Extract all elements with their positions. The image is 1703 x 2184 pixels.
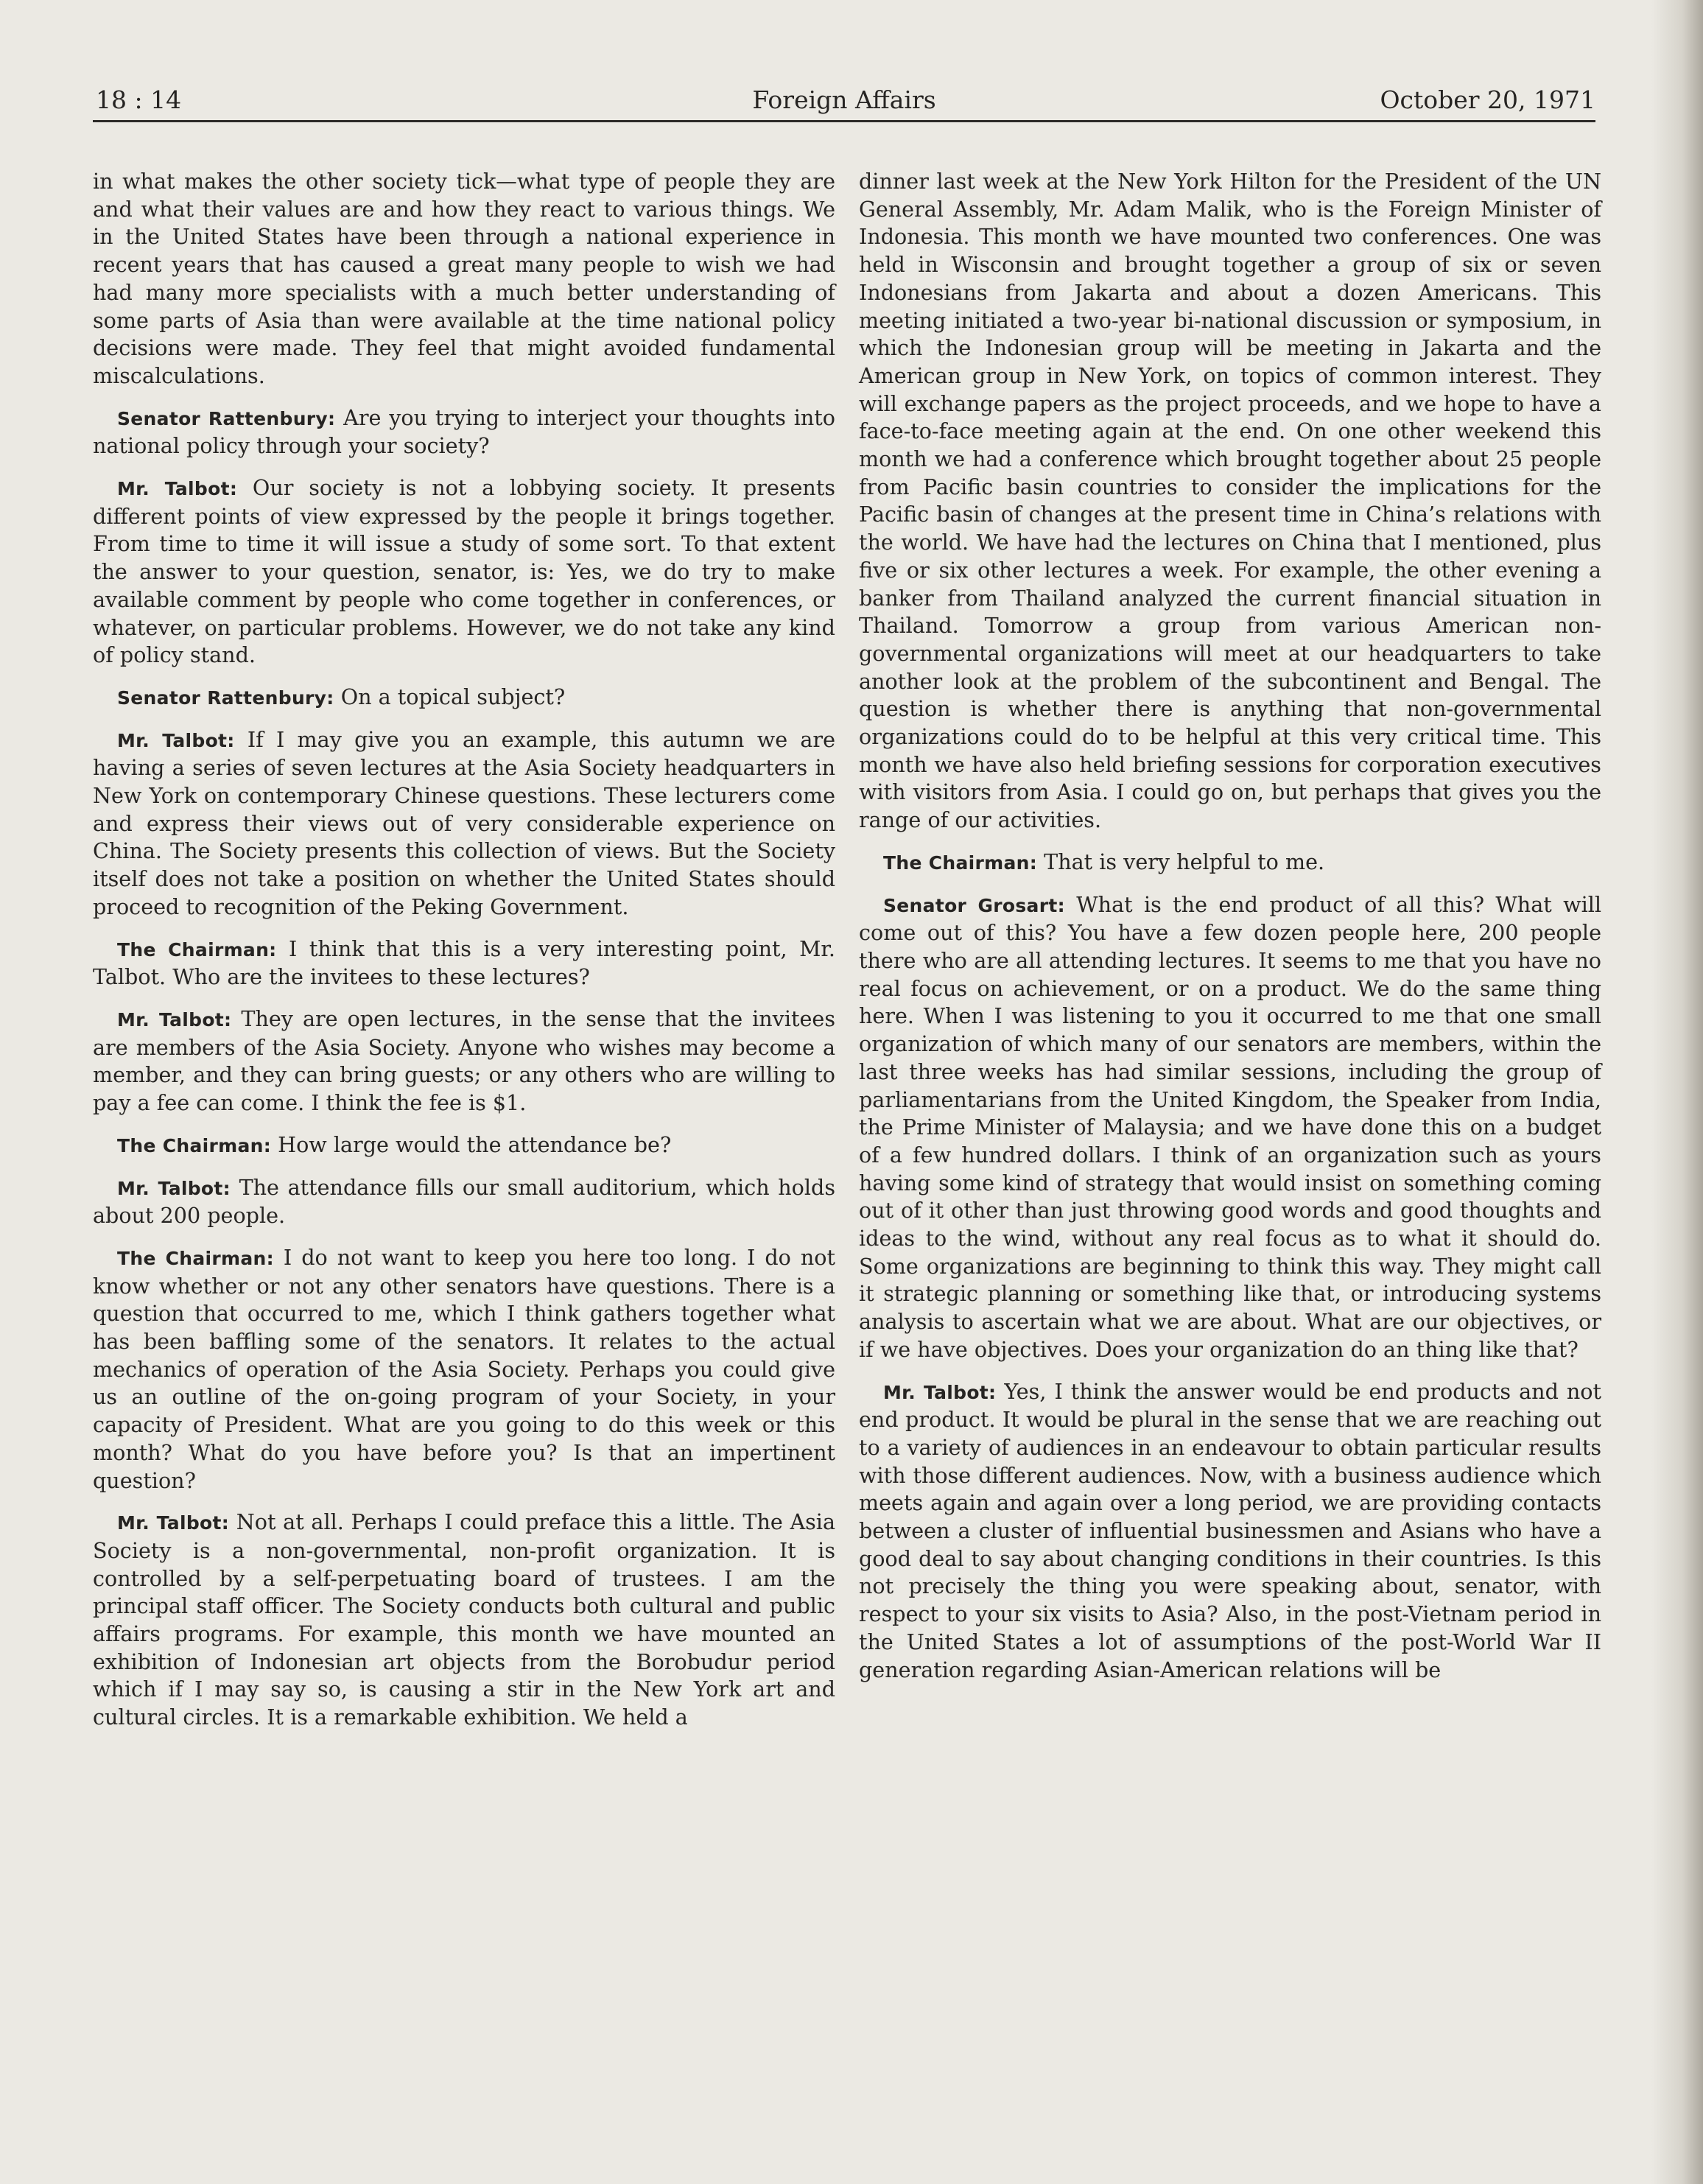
paragraph (93, 1131, 835, 1160)
paragraph (859, 849, 1601, 877)
paragraph (93, 684, 835, 712)
paragraph (859, 168, 1601, 835)
speaker-label: The Chairman: (117, 1134, 272, 1156)
speech-text: Our society is not a lobbying society. It presents different points of view expressed by the people it brings together. From time to time it will issue a study of some sort. To that extent the answer to your question, senator, is: Yes, we do try to make available comment by people who come together in conferences, or whatever, on particular problems. However, we do not take any kind of policy stand. (93, 475, 835, 668)
paragraph (93, 168, 835, 390)
right-column (859, 168, 1601, 1698)
page-edge-shadow (1651, 0, 1703, 2184)
speaker-label: Mr. Talbot: (117, 478, 238, 500)
paragraph (93, 935, 835, 991)
speech-text: Are you trying to interject your thoughts into national policy through your society? (93, 404, 835, 459)
paragraph (93, 474, 835, 670)
publication-title: Foreign Affairs (752, 85, 936, 114)
speaker-label: The Chairman: (883, 852, 1038, 874)
header-rule (93, 120, 1595, 122)
speech-text: On a topical subject? (340, 684, 566, 709)
speaker-label: Mr. Talbot: (117, 1512, 230, 1534)
speech-text: The attendance fills our small auditorium, which holds about 200 people. (93, 1174, 835, 1229)
speaker-label: Mr. Talbot: (117, 1008, 232, 1030)
speech-text: What is the end product of all this? What will come out of this? You have a few dozen people here, 200 people there who are all attending lectures. It seems to me that you have no real focus on achievement, or on a product. We do the same thing here. When I was listening to you it occurred to me that one small organization of which many of our senators are members, within the last three weeks has had similar sessions, including the group of parliamentarians from the United Kingdom, the Speaker from India, the Prime Minister of Malaysia; and we have done this on a budget of a few hundred dollars. I think of an organization such as yours having some kind of strategy that would insist on something coming out of it other than just throwing good words and good thoughts and ideas to the wind, without any real focus as to what it should do. Some organizations are beginning to think this way. They might call it strategic planning or something like that, or introducing systems analysis to ascertain what we are about. What are our objectives, or if we have objectives. Does your organization do an thing like that? (859, 891, 1601, 1362)
speech-text: I think that this is a very interesting point, Mr. Talbot. Who are the invitees to these lectures? (93, 935, 836, 990)
speaker-label: Mr. Talbot: (117, 1177, 231, 1199)
paragraph (93, 1244, 835, 1495)
speech-text: Not at all. Perhaps I could preface this a little. The Asia Society is a non-governmental, non-profit organization. It is controlled by a self-perpetuating board of trustees. I am the principal staff officer. The Society conducts both cultural and public affairs programs. For example, this month we have mounted an exhibition of Indonesian art objects from the Borobudur period which if I may say so, is causing a stir in the New York art and cultural circles. It is a remarkable exhibition. We held a (93, 1509, 836, 1730)
paragraph (859, 1378, 1601, 1685)
speaker-label: Senator Rattenbury: (117, 687, 334, 709)
speech-text: That is very helpful to me. (1044, 849, 1325, 874)
speaker-label: Mr. Talbot: (117, 729, 235, 751)
speaker-label: The Chairman: (117, 1247, 274, 1269)
paragraph (93, 404, 835, 460)
speech-text: They are open lectures, in the sense that the invitees are members of the Asia Society. Anyone who wishes may become a member, and they can bring guests; or any others who are willing to pay a fee can come. I think the fee is $1. (93, 1005, 835, 1116)
speech-text: If I may give you an example, this autumn we are having a series of seven lectures at the Asia Society headquarters in New York on contemporary Chinese questions. These lecturers come and express their views out of very considerable experience on China. The Society presents this collection of views. But the Society itself does not take a position on whether the United States should proceed to recognition of the Peking Government. (93, 726, 836, 919)
speaker-label: Mr. Talbot: (883, 1381, 997, 1403)
speech-text: I do not want to keep you here too long. I do not know whether or not any other senators have questions. There is a question that occurred to me, which I think gathers together what has been baffling some of the senators. It relates to the actual mechanics of operation of the Asia Society. Perhaps you could give us an outline of the on-going program of your Society, in your capacity of President. What are you going to do this week or this month? What do you have before you? Is that an impertinent question? (93, 1244, 835, 1493)
speaker-label: The Chairman: (117, 938, 277, 961)
paragraph (93, 1174, 835, 1230)
speech-text: How large would the attendance be? (278, 1131, 672, 1157)
speech-text: in what makes the other society tick—what type of people they are and what their values are and how they react to various things. We in the United States have been through a national experience in recent years that has caused a great many people to wish we had had many more specialists with a much better understanding of some parts of Asia than were available at the time national policy decisions were made. They feel that might avoided fundamental miscalculations. (93, 169, 835, 388)
speech-text: dinner last week at the New York Hilton for the President of the UN General Assembly, Mr. Adam Malik, who is the Foreign Minister of Indonesia. This month we have mounted two conferences. One was held in Wisconsin and brought together a group of six or seven Indonesians from Jakarta and about a dozen Americans. This meeting initiated a two-year bi-national discussion or symposium, in which the Indonesian group will be meeting in Jakarta and the American group in New York, on topics of common interest. They will exchange papers as the project proceeds, and we hope to have a face-to-face meeting again at the end. On one other weekend this month we had a conference which brought together about 25 people from Pacific basin countries to consider the implications for the Pacific basin of changes at the present time in China’s relations with the world. We have had the lectures on China that I mentioned, plus five or six other lectures a week. For example, the other evening a banker from Thailand analyzed the current financial situation in Thailand. Tomorrow a group from various American non-governmental organizations will meet at our headquarters to take another look at the problem of the subcontinent and Bengal. The question is whether there is anything that non-governmental organizations could do to be helpful at this very critical time. This month we have also held briefing sessions for corporation executives with visitors from Asia. I could go on, but perhaps that gives you the range of our activities. (859, 169, 1601, 833)
paragraph (859, 891, 1601, 1364)
paragraph (93, 726, 835, 921)
paragraph (93, 1509, 835, 1732)
page-number: 18 : 14 (96, 85, 182, 114)
running-header (93, 80, 1595, 122)
speech-text: Yes, I think the answer would be end products and not end product. It would be plural in the sense that we are reaching out to a variety of audiences in an endeavour to obtain particular results with those different audiences. Now, with a business audience which meets again and again over a long period, we are providing contacts between a cluster of influential businessmen and Asians who have a good deal to say about changing conditions in their countries. Is this not precisely the thing you were speaking about, senator, with respect to your six visits to Asia? Also, in the post-Vietnam period in the United States a lot of assumptions of the post-World War II generation regarding Asian-American relations will be (859, 1378, 1602, 1682)
speaker-label: Senator Rattenbury: (117, 407, 336, 429)
speaker-label: Senator Grosart: (883, 894, 1065, 916)
issue-date: October 20, 1971 (1380, 85, 1595, 114)
left-column (93, 168, 835, 1746)
paragraph (93, 1005, 835, 1117)
